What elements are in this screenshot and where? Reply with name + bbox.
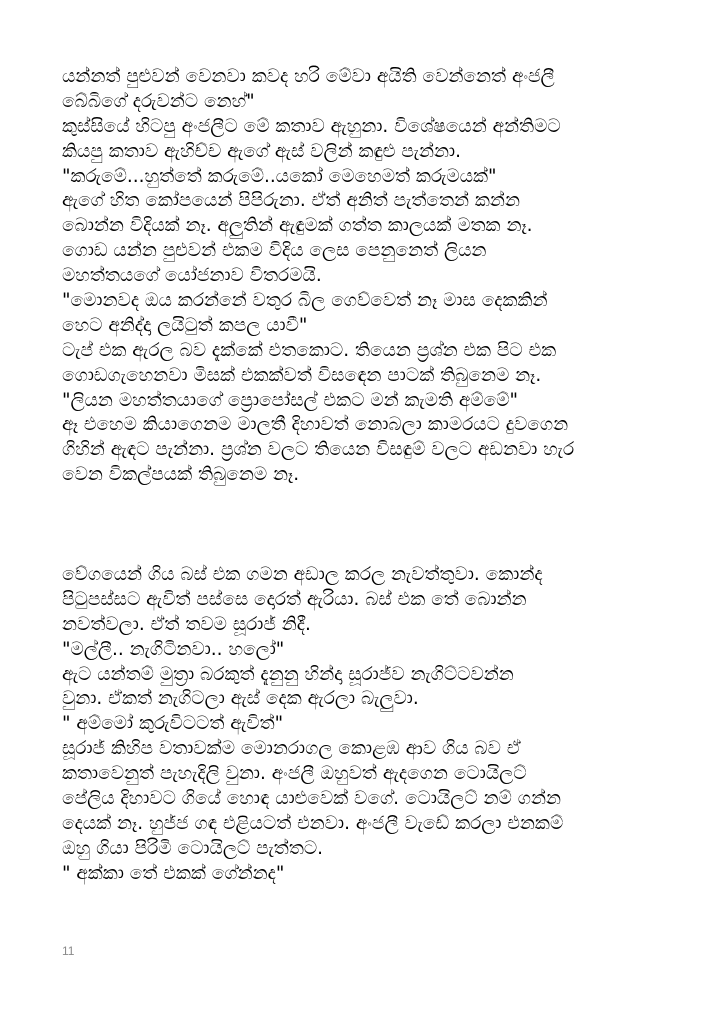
text-line: ගිහින් ඇඳට පැන්නා. ප්‍රශ්න වලට තියෙන විසඳුම් වලට අඩනවා හැර xyxy=(62,439,575,461)
text-line: හෙට අනිද්දා ලයිටුත් කපල යාවී" xyxy=(62,314,308,336)
text-line: ගොඩගැහෙනවා මිසක් එකක්වත් විසඳෙන පාටක් තිබුනෙම නෑ. xyxy=(62,364,542,386)
text-line: වේගයෙන් ගිය බස් එක ගමන අඩාල කරල නැවත්තුවා. කොන්ද xyxy=(62,564,543,585)
text-line: කියපු කතාව ඇහිච්ච ඇගේ ඇස් වලින් කඳුළු පැන්නා. xyxy=(62,140,462,162)
text-line: ටැප් එක ඇරල බව දැක්කේ එතකොට. තියෙන ප්‍රශ්න එක පිට එක xyxy=(62,339,557,361)
page-number: 11 xyxy=(62,944,75,958)
text-line: ඈ එහෙම කියාගෙනම මාලතී දිහාවත් නොබලා කාමරයට දුවගෙන xyxy=(62,414,569,436)
text-line: ඇට යන්තම් මුත්‍රා බරකුත් දැනුනු හින්දා සූරාජ්ව නැගිට්ටවන්න xyxy=(62,663,514,685)
text-line: බොන්න විදියක් නෑ. අලුතින් ඇඳුමක් ගත්ත කාලයක් මතක නෑ. xyxy=(62,215,533,237)
text-line: යන්නත් පුළුවන් වෙනවා කවද හරි මේවා අයිති වෙන්නෙත් අංජලී xyxy=(62,66,555,87)
story-text-block-1 xyxy=(62,65,682,488)
text-line: පේලිය දිහාවට ගියේ හොඳ යාළුවෙක් වගේ. ටොයිලට් නම් ගන්න xyxy=(62,788,561,810)
text-line: " අක්කා තේ එකක් ගේන්නද" xyxy=(62,862,285,884)
text-line: ඇගේ හිත කෝපයෙන් පිපිරුනා. ඒත් අනිත් පැත්තෙන් කන්න xyxy=(62,190,520,212)
text-line: කතාවෙනුත් පැහැදිලි වුනා. අංජලී ඔහුවත් ඇදගෙන ටොයිලට් xyxy=(62,763,527,785)
text-line: සූරාජ් කිහිප වතාවක්ම මොනරාගල කොළඹ ආව ගිය බව ඒ xyxy=(62,738,521,760)
text-line: "මල්ලී.. නැගිටිනවා.. හලෝ" xyxy=(62,638,285,660)
text-line: දෙයක් නෑ. හුජ්ජ ගඳ එළියටත් එනවා. අංජලී වැඩේ කරලා එනකම් xyxy=(62,812,564,834)
text-line: " අම්මෝ කුරුවිටටත් ඇවිත්" xyxy=(62,713,284,735)
text-line: ගොඩ යන්න පුළුවන් එකම විදිය ලෙස පෙනුනෙත් ලියන xyxy=(62,240,487,262)
text-line: වෙන විකල්පයක් තිබුනෙම නෑ. xyxy=(62,464,300,486)
text-line: පිටුපස්සට ඇවිත් පස්සෙ දොරත් ඇරියා. බස් එක තේ බොන්න xyxy=(62,588,527,610)
text-line: බේබිගේ දරුවන්ට නෙහ්" xyxy=(62,90,255,112)
text-line: වුනා. ඒකත් නැගිටලා ඇස් දෙක ඇරලා බැලුවා. xyxy=(62,688,419,710)
text-line: නවත්වලා. ඒත් තවම සූරාජ් නිදී. xyxy=(62,613,311,635)
story-text-block-2 xyxy=(62,563,682,887)
text-line: "ලියන මහත්තයාගේ ප්‍රොපෝසල් එකට මන් කැමති අම්මේ" xyxy=(62,389,518,411)
text-line: මහත්තයගේ යෝජනාව විතරමයි. xyxy=(62,265,322,287)
text-line: කුස්සියේ හිටපු අංජලීට මේ කතාව ඇහුනා. විශේෂයෙන් අන්තිමට xyxy=(62,115,561,137)
text-line: "කරුමේ...හුත්තේ කරුමේ..යකෝ මෙහෙමත් කරුමයක්" xyxy=(62,165,497,187)
text-line: "මොනවද ඔය කරන්නේ වතුර බිල ගෙව්වෙත් නෑ මාස දෙකකින් xyxy=(62,290,548,312)
text-line: ඔහු ගියා පිරිමි ටොයිලට් පැත්තට. xyxy=(62,837,324,859)
